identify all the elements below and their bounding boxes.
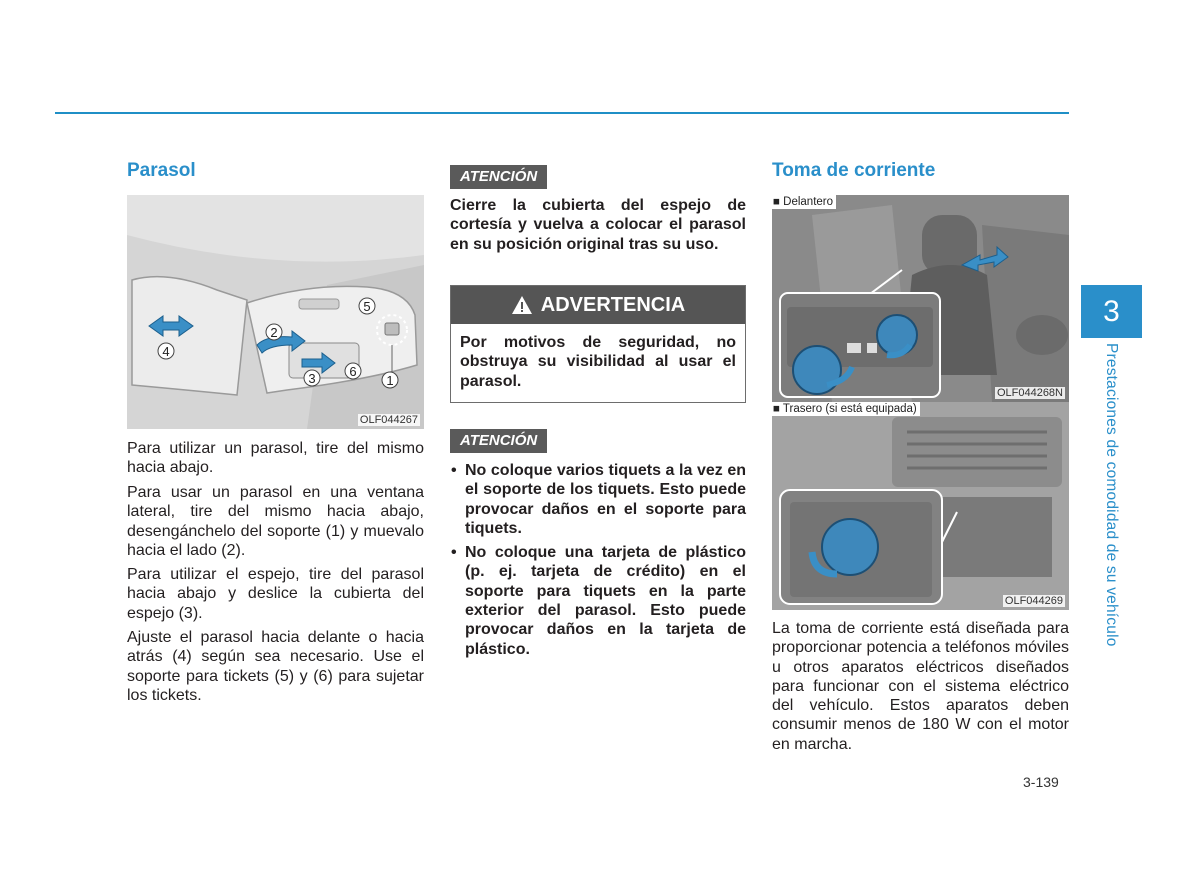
rear-socket-caption: ■ Trasero (si está equipada) xyxy=(772,402,920,416)
atencion-bullet-list xyxy=(450,461,746,664)
svg-text:4: 4 xyxy=(162,344,170,359)
list-item: • No coloque varios tiquets a la vez en el soporte de los tiquets. Esto puede provocar daños en el soporte para tiquets. xyxy=(450,461,746,538)
atencion-label: ATENCIÓN xyxy=(450,165,547,189)
rear-socket-illustration xyxy=(772,402,1069,610)
header-rule xyxy=(55,112,1069,114)
svg-text:1: 1 xyxy=(386,373,394,388)
section-title-parasol: Parasol xyxy=(127,160,196,181)
parasol-paragraph-2: Para usar un parasol en una ventana lateral, tire del mismo hacia abajo, desengánchelo del soporte (1) y muevalo hacia el lado (2). xyxy=(127,484,424,559)
advertencia-label: ADVERTENCIA xyxy=(540,293,686,316)
parasol-paragraph-3: Para utilizar el espejo, tire del parasol hacia abajo y deslice la cubierta del espejo (3). xyxy=(127,566,424,622)
svg-text:6: 6 xyxy=(349,364,357,379)
front-socket-illustration xyxy=(772,195,1069,402)
parasol-paragraph-1: Para utilizar un parasol, tire del mismo hacia abajo. xyxy=(127,440,424,477)
page-number: 3-139 xyxy=(1023,774,1059,790)
section-title-toma: Toma de corriente xyxy=(772,160,936,181)
svg-text:3: 3 xyxy=(308,371,316,386)
atencion-text: Cierre la cubierta del espejo de cortesía y vuelva a colocar el parasol en su posición original tras su uso. xyxy=(450,197,746,253)
parasol-figure xyxy=(127,195,424,429)
parasol-paragraph-4: Ajuste el parasol hacia delante o hacia atrás (4) según sea necesario. Use el soporte para tickets (5) y (6) para sujetar los tickets. xyxy=(127,629,424,704)
chapter-tab: 3 xyxy=(1081,285,1142,338)
advertencia-header xyxy=(451,286,745,324)
front-socket-figure xyxy=(772,195,1069,402)
advertencia-text: Por motivos de seguridad, no obstruya su visibilidad al usar el parasol. xyxy=(460,334,736,390)
rear-socket-figure xyxy=(772,402,1069,610)
atencion-label-2: ATENCIÓN xyxy=(450,429,547,453)
figure-code: OLF044269 xyxy=(1004,595,1063,607)
chapter-title-vertical xyxy=(1096,343,1122,663)
warning-triangle-icon xyxy=(511,295,533,315)
front-socket-caption: ■ Delantero xyxy=(772,195,836,209)
figure-code: OLF044267 xyxy=(359,414,418,426)
svg-text:2: 2 xyxy=(270,325,278,340)
toma-paragraph: La toma de corriente está diseñada para proporcionar potencia a teléfonos móviles u otros aparatos eléctricos diseñados para funcionar con el sistema eléctrico del vehículo. Estos aparatos deben consumir menos de 180 W con el motor en marcha. xyxy=(772,620,1069,753)
figure-code: OLF044268N xyxy=(996,387,1063,399)
sun-visor-illustration xyxy=(127,195,424,429)
advertencia-box xyxy=(450,285,746,403)
svg-text:5: 5 xyxy=(363,299,371,314)
chapter-title: Prestaciones de comodidad de su vehículo xyxy=(1103,343,1120,647)
list-item: • No coloque una tarjeta de plástico (p. ej. tarjeta de crédito) en el soporte para tiquets en la parte exterior del parasol. Esto puede provocar daños en la tarjeta de plástico. xyxy=(450,543,746,659)
